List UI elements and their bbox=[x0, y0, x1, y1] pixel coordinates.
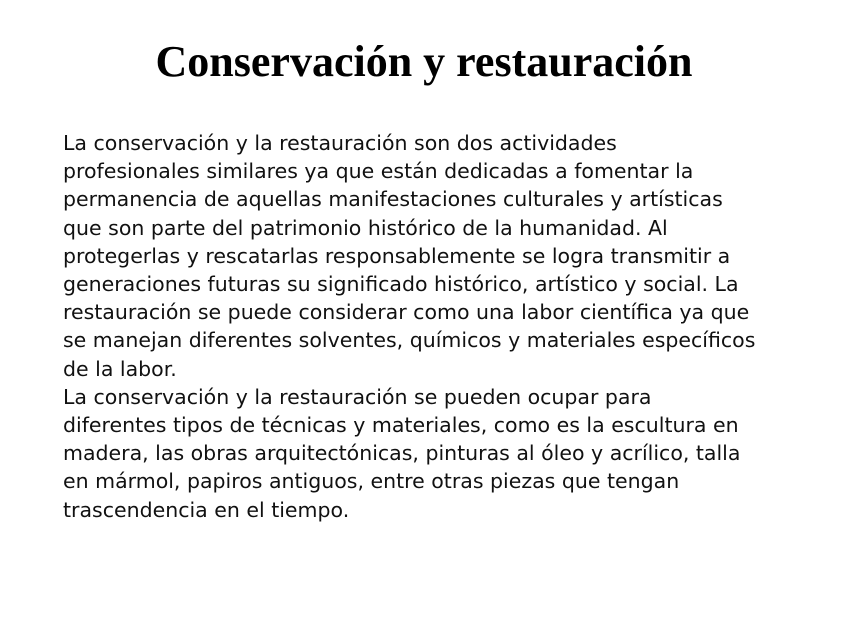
text-line: trascendencia en el tiempo. bbox=[63, 497, 350, 522]
text-line: que son parte del patrimonio histórico de la humanidad. Al bbox=[63, 215, 668, 240]
text-line: permanencia de aquellas manifestaciones culturales y artísticas bbox=[63, 187, 723, 212]
slide-title: Conservación y restauración bbox=[155, 37, 693, 86]
text-line: se manejan diferentes solventes, químicos y materiales específicos bbox=[63, 328, 756, 353]
text-line: La conservación y la restauración son dos actividades bbox=[63, 131, 617, 155]
text-line: restauración se puede considerar como una labor científica ya que bbox=[63, 300, 750, 325]
paragraph-2 bbox=[63, 383, 803, 524]
text-line: profesionales similares ya que están dedicadas a fomentar la bbox=[63, 159, 694, 184]
text-line: de la labor. bbox=[63, 356, 177, 381]
text-line: generaciones futuras su significado histórico, artístico y social. La bbox=[63, 272, 739, 297]
text-line: protegerlas y rescatarlas responsablemente se logra transmitir a bbox=[63, 243, 731, 268]
text-line: en mármol, papiros antiguos, entre otras piezas que tengan bbox=[63, 469, 680, 494]
text-line: diferentes tipos de técnicas y materiales, como es la escultura en bbox=[63, 413, 739, 438]
slide-body bbox=[63, 129, 803, 524]
paragraph-1 bbox=[63, 129, 803, 383]
text-line: La conservación y la restauración se pueden ocupar para bbox=[63, 384, 652, 409]
text-line: madera, las obras arquitectónicas, pinturas al óleo y acrílico, talla bbox=[63, 441, 741, 466]
